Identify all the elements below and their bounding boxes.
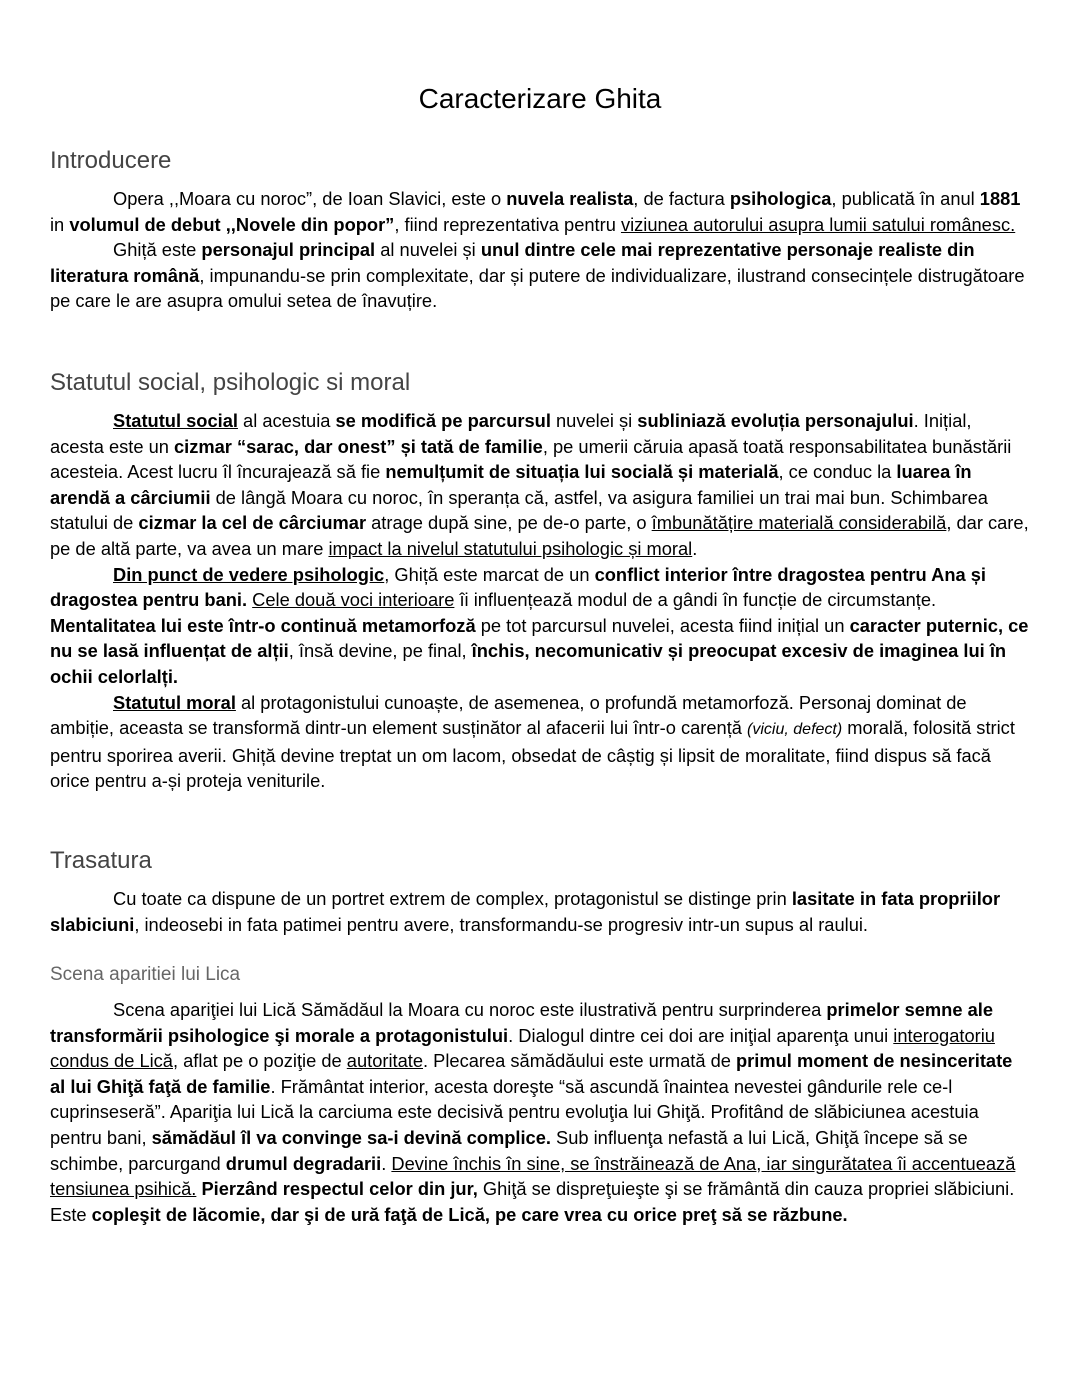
paragraph: Scena apariţiei lui Lică Sămădăul la Moara cu noroc este ilustrativă pentru surprinderea primelor semne ale transformării psihologice şi morale a protagonistului. Dialogul dintre cei doi are iniţial aparenţa unui interogatoriu condus de Lică, aflat pe o poziţie de autoritate. Plecarea sămădăului este urmată de primul moment de nesinceritate al lui Ghiţă faţă de familie. Frământat interior, acesta doreşte “să ascundă înaintea nevestei gândurile rele ce-l cuprinseseră”. Apariţia lui Lică la carciuma este decisivă pentru evoluţia lui Ghiţă. Profitând de slăbiciunea acestuia pentru bani, sămădăul îl va convinge sa-i devină complice. Sub influenţa nefastă a lui Lică, Ghiţă începe să se schimbe, parcurgand drumul degradarii. Devine închis în sine, se înstrăinează de Ana, iar singurătatea îi accentuează tensiunea psihică. Pierzând respectul celor din jur, Ghiţă se dispreţuieşte şi se frământă din cauza propriei slăbiciuni. Este copleşit de lăcomie, dar şi de ură faţă de Lică, pe care vrea cu orice preţ să se răzbune. bbox=[50, 999, 1016, 1225]
paragraph: Ghiță este personajul principal al nuvelei și unul dintre cele mai reprezentative personaje realiste din literatura română, impunandu-se prin complexitate, dar și putere de individualizare, ilustrand consecințele distrugătoare pe care le are asupra omului setea de înavuțire. bbox=[50, 239, 1025, 312]
paragraph: Opera ,,Moara cu noroc”, de Ioan Slavici, este o nuvela realista, de factura psihologica, publicată în anul 1881 in volumul de debut ,,Novele din popor”, fiind reprezentativa pentru viziunea autorului asupra lumii satului românesc. bbox=[50, 188, 1021, 235]
section-scena bbox=[50, 997, 1030, 1227]
paragraph: Din punct de vedere psihologic, Ghiță este marcat de un conflict interior între dragostea pentru Ana și dragostea pentru bani. Cele două voci interioare îi influențează modul de a gândi în funcție de circumstanțe. Mentalitatea lui este într-o continuă metamorfoză pe tot parcursul nuvelei, acesta fiind inițial un caracter puternic, ce nu se lasă influențat de alții, însă devine, pe final, închis, necomunicativ și preocupat excesiv de imaginea lui în ochii celorlalți. bbox=[50, 563, 1029, 687]
section-statutul bbox=[50, 408, 1030, 794]
section-introducere bbox=[50, 186, 1030, 314]
section-heading-introducere: Introducere bbox=[50, 147, 172, 174]
section-heading-trasatura: Trasatura bbox=[50, 847, 152, 874]
document-title: Caracterizare Ghita bbox=[418, 83, 662, 114]
paragraph: Statutul social al acestuia se modifică pe parcursul nuvelei și subliniază evoluția personajului. Inițial, acesta este un cizmar “sarac, dar onest” și tată de familie, pe umerii căruia apasă toată responsabilitatea bunăstării acesteia. Acest lucru îl încurajează să fie nemulțumit de situația lui socială și materială, ce conduc la luarea în arendă a cârciumii de lângă Moara cu noroc, în speranța că, astfel, va asigura familiei un trai mai bun. Schimbarea statului de cizmar la cel de cârciumar atrage după sine, pe de-o parte, o îmbunătățire materială considerabilă, dar care, pe de altă parte, va avea un mare impact la nivelul statutului psihologic și moral. bbox=[50, 410, 1029, 559]
section-heading-statutul: Statutul social, psihologic si moral bbox=[50, 369, 411, 396]
paragraph: Cu toate ca dispune de un portret extrem de complex, protagonistul se distinge prin lasitate in fata propriilor slabiciuni, indeosebi in fata patimei pentru avere, transformandu-se progresiv intr-un supus al raului. bbox=[50, 888, 1001, 935]
paragraph: Statutul moral al protagonistului cunoaște, de asemenea, o profundă metamorfoză. Personaj dominat de ambiție, aceasta se transformă dintr-un element susținător al afacerii lui într-o carență (viciu, defect) morală, folosită strict pentru sporirea averii. Ghiță devine treptat un om lacom, obsedat de câștig și lipsit de moralitate, fiind dispus să facă orice pentru a-și proteja veniturile. bbox=[50, 691, 1015, 792]
section-heading-scena: Scena aparitiei lui Lica bbox=[50, 964, 241, 985]
section-trasatura bbox=[50, 886, 1030, 937]
